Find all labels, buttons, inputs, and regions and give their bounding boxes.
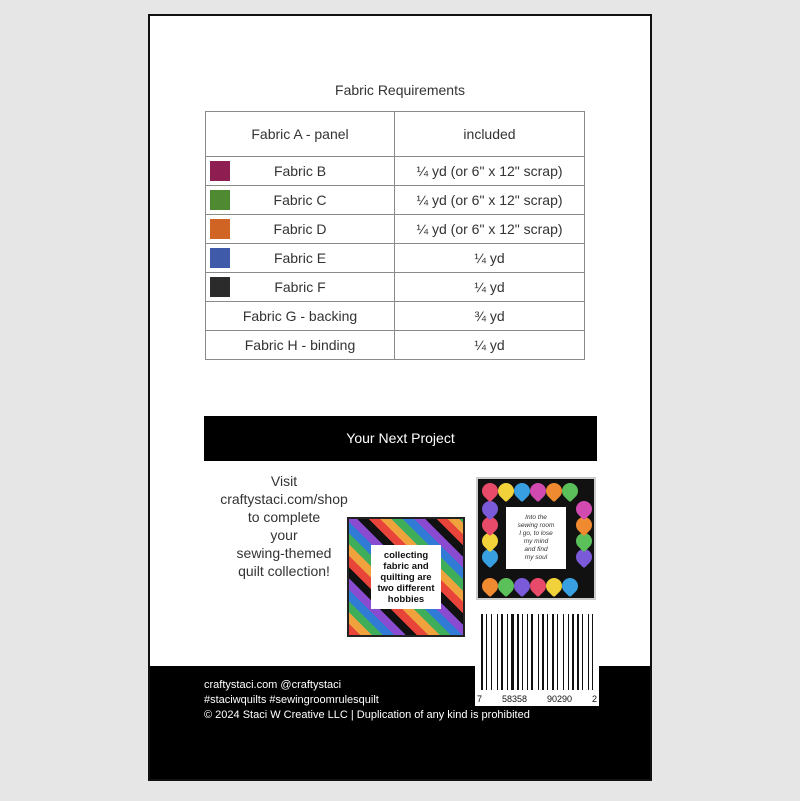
barcode-bar bbox=[592, 614, 593, 690]
fabric-name-cell bbox=[206, 273, 395, 302]
barcode-bar bbox=[481, 614, 483, 690]
fabric-name: Fabric F bbox=[274, 279, 326, 295]
barcode-bar bbox=[522, 614, 523, 690]
barcode-bar bbox=[563, 614, 564, 690]
fabric-row bbox=[206, 302, 585, 331]
fabric-name-cell bbox=[206, 112, 395, 157]
fabric-amount: ¼ yd (or 6" x 12" scrap) bbox=[395, 215, 585, 244]
quilt2-line: my soul bbox=[524, 554, 548, 561]
fabric-name: Fabric B bbox=[273, 163, 327, 179]
fabric-row bbox=[206, 331, 585, 360]
fabric-color-swatch bbox=[210, 248, 230, 268]
barcode-digit: 7 bbox=[477, 694, 483, 704]
quilt1-panel-text bbox=[371, 545, 441, 609]
barcode-bar bbox=[572, 614, 574, 690]
heart-block bbox=[573, 498, 596, 521]
fabric-color-swatch bbox=[210, 219, 230, 239]
barcode-bar bbox=[497, 614, 498, 690]
visit-line: your bbox=[270, 527, 298, 543]
barcode-bar bbox=[542, 614, 544, 690]
barcode-bar bbox=[486, 614, 487, 690]
quilt1-line: fabric and bbox=[383, 560, 429, 572]
barcode-digit: 90290 bbox=[546, 694, 573, 704]
fabric-name-cell bbox=[206, 215, 395, 244]
barcode-bar bbox=[507, 614, 508, 690]
barcode-bar bbox=[582, 614, 583, 690]
barcode-bars bbox=[481, 614, 593, 690]
barcode-bar bbox=[557, 614, 558, 690]
barcode-bar bbox=[538, 614, 539, 690]
quilt2-line: sewing room bbox=[517, 522, 555, 529]
fabric-row bbox=[206, 112, 585, 157]
barcode-digit: 2 bbox=[591, 694, 597, 704]
fabric-requirements-title: Fabric Requirements bbox=[335, 82, 465, 98]
footer-contact: craftystaci.com @craftystaci bbox=[204, 679, 342, 691]
footer-hashtags: #staciwquilts #sewingroomrulesquilt bbox=[204, 694, 379, 706]
fabric-row bbox=[206, 215, 585, 244]
fabric-name-cell bbox=[206, 331, 395, 360]
barcode-bar bbox=[501, 614, 503, 690]
fabric-name: Fabric C bbox=[273, 192, 327, 208]
fabric-amount: ¼ yd (or 6" x 12" scrap) bbox=[395, 157, 585, 186]
fabric-amount: ¼ yd bbox=[395, 244, 585, 273]
visit-line: craftystaci.com/shop bbox=[220, 491, 348, 507]
fabric-color-swatch bbox=[210, 190, 230, 210]
fabric-name-cell bbox=[206, 186, 395, 215]
heart-block bbox=[479, 480, 502, 503]
fabric-name: Fabric H - binding bbox=[244, 337, 356, 353]
fabric-name-cell bbox=[206, 244, 395, 273]
quilt-image-hearts bbox=[476, 477, 596, 600]
fabric-row bbox=[206, 157, 585, 186]
fabric-amount: ¾ yd bbox=[395, 302, 585, 331]
visit-line: sewing-themed bbox=[236, 545, 332, 561]
barcode-bar bbox=[491, 614, 492, 690]
fabric-amount: ¼ yd bbox=[395, 273, 585, 302]
heart-block bbox=[479, 575, 502, 598]
fabric-row bbox=[206, 186, 585, 215]
barcode-bar bbox=[577, 614, 579, 690]
quilt1-line: hobbies bbox=[387, 593, 425, 605]
barcode-bar bbox=[511, 614, 514, 690]
fabric-amount: ¼ yd (or 6" x 12" scrap) bbox=[395, 186, 585, 215]
fabric-row bbox=[206, 244, 585, 273]
fabric-name: Fabric G - backing bbox=[242, 308, 358, 324]
fabric-name: Fabric A - panel bbox=[251, 126, 349, 142]
barcode bbox=[475, 612, 599, 706]
fabric-row bbox=[206, 273, 585, 302]
fabric-amount: included bbox=[395, 112, 585, 157]
fabric-amount: ¼ yd bbox=[395, 331, 585, 360]
quilt-image-collecting-fabric bbox=[347, 517, 465, 637]
quilt1-line: two different bbox=[377, 582, 435, 594]
visit-line: quilt collection! bbox=[238, 563, 330, 579]
next-project-banner: Your Next Project bbox=[204, 416, 597, 461]
fabric-name-cell bbox=[206, 157, 395, 186]
barcode-bar bbox=[527, 614, 528, 690]
fabric-requirements-table bbox=[205, 111, 585, 360]
fabric-name: Fabric E bbox=[273, 250, 327, 266]
fabric-color-swatch bbox=[210, 277, 230, 297]
barcode-bar bbox=[588, 614, 589, 690]
barcode-bar bbox=[547, 614, 548, 690]
quilt2-panel-text bbox=[506, 507, 566, 569]
quilt2-line: and find bbox=[524, 546, 548, 553]
barcode-digit: 58358 bbox=[501, 694, 528, 704]
pattern-back-cover bbox=[148, 14, 652, 781]
quilt1-line: quilting are bbox=[380, 571, 432, 583]
barcode-bar bbox=[517, 614, 519, 690]
visit-line: Visit bbox=[270, 473, 298, 489]
visit-line: to complete bbox=[247, 509, 321, 525]
quilt2-line: Into the bbox=[525, 514, 547, 521]
footer-copyright: © 2024 Staci W Creative LLC | Duplication of any kind is prohibited bbox=[204, 709, 530, 721]
visit-shop-text bbox=[206, 472, 362, 580]
barcode-bar bbox=[568, 614, 569, 690]
fabric-name: Fabric D bbox=[273, 221, 327, 237]
fabric-color-swatch bbox=[210, 161, 230, 181]
barcode-bar bbox=[552, 614, 554, 690]
quilt2-line: I go, to lose bbox=[519, 530, 553, 537]
barcode-bar bbox=[531, 614, 533, 690]
fabric-name-cell bbox=[206, 302, 395, 331]
quilt2-line: my mind bbox=[523, 538, 549, 545]
quilt1-line: collecting bbox=[383, 549, 429, 561]
